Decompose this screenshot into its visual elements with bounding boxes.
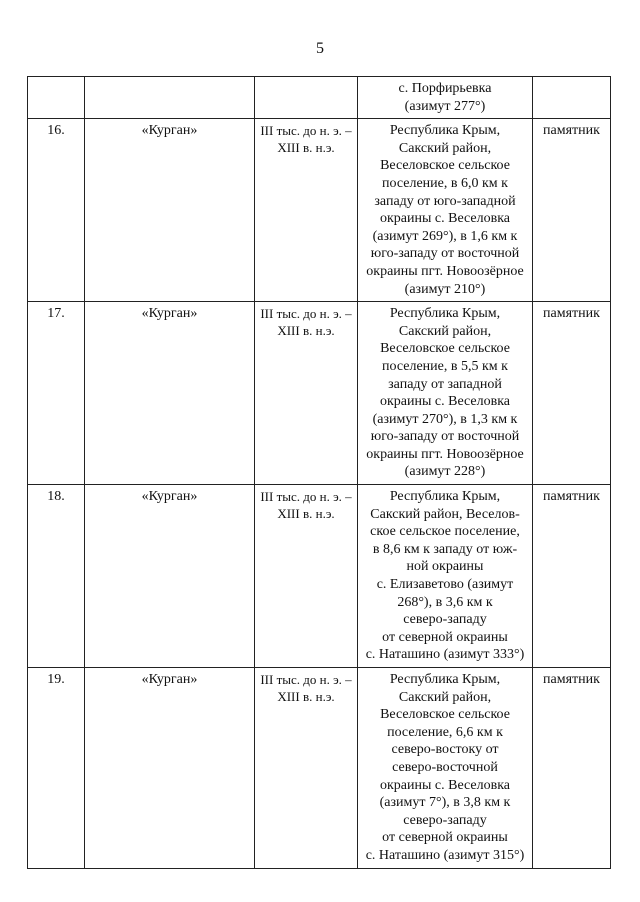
table-row [28,119,611,302]
cell-number [28,77,85,119]
cell-date [255,302,358,485]
table-row [28,302,611,485]
cell-number: 18. [28,485,85,668]
cell-date [255,119,358,302]
date-end: XIII в. н.э. [277,689,335,704]
date-start: III тыс. до н. э. – [260,123,352,139]
cell-category: памятник [533,119,611,302]
date-start: III тыс. до н. э. – [260,489,352,505]
cell-category: памятник [533,302,611,485]
date-end: XIII в. н.э. [277,506,335,522]
table-row [28,668,611,869]
cell-name: «Курган» [85,485,255,668]
cell-number: 17. [28,302,85,485]
cell-name [85,77,255,119]
cell-date [255,77,358,119]
cell-location: Республика Крым, Сакский район, Веселовское сельское поселение, 6,6 км к северо-востоку от северо-восточной окраины с. Веселовка (азимут 7°), в 3,8 км к северо-западу от северной окраины с. Наташино (азимут 315°) [358,668,533,869]
cell-location: с. Порфирьевка (азимут 277°) [358,77,533,119]
table-row-continuation [28,77,611,119]
cell-category: памятник [533,485,611,668]
cell-location: Республика Крым, Сакский район, Веселовское сельское поселение, в 6,0 км к западу от юго-западной окраины с. Веселовка (азимут 269°), в 1,6 км к юго-западу от восточной окраины пгт. Новоозёрное (азимут 210°) [358,119,533,302]
date-start: III тыс. до н. э. – [260,306,352,322]
page-number: 5 [316,40,324,57]
cell-name: «Курган» [85,119,255,302]
cell-number: 16. [28,119,85,302]
date-end: XIII в. н.э. [277,323,335,339]
cell-category: памятник [533,668,611,869]
cell-date [255,485,358,668]
cell-name: «Курган» [85,668,255,869]
cell-date [255,668,358,869]
monuments-table [27,76,611,869]
cell-location: Республика Крым, Сакский район, Веселовское сельское поселение, в 5,5 км к западу от западной окраины с. Веселовка (азимут 270°), в 1,3 км к юго-западу от восточной окраины пгт. Новоозёрное (азимут 228°) [358,302,533,485]
date-start: III тыс. до н. э. – [260,672,352,687]
date-end: XIII в. н.э. [277,140,335,156]
cell-location: Республика Крым, Сакский район, Веселов- ское сельское поселение, в 8,6 км к западу от юж- ной окраины с. Елизаветово (азимут 268°), в 3,6 км к северо-западу от северной окраины с. Наташино (азимут 333°) [358,485,533,668]
table-row [28,485,611,668]
cell-category [533,77,611,119]
cell-name: «Курган» [85,302,255,485]
cell-number: 19. [28,668,85,869]
